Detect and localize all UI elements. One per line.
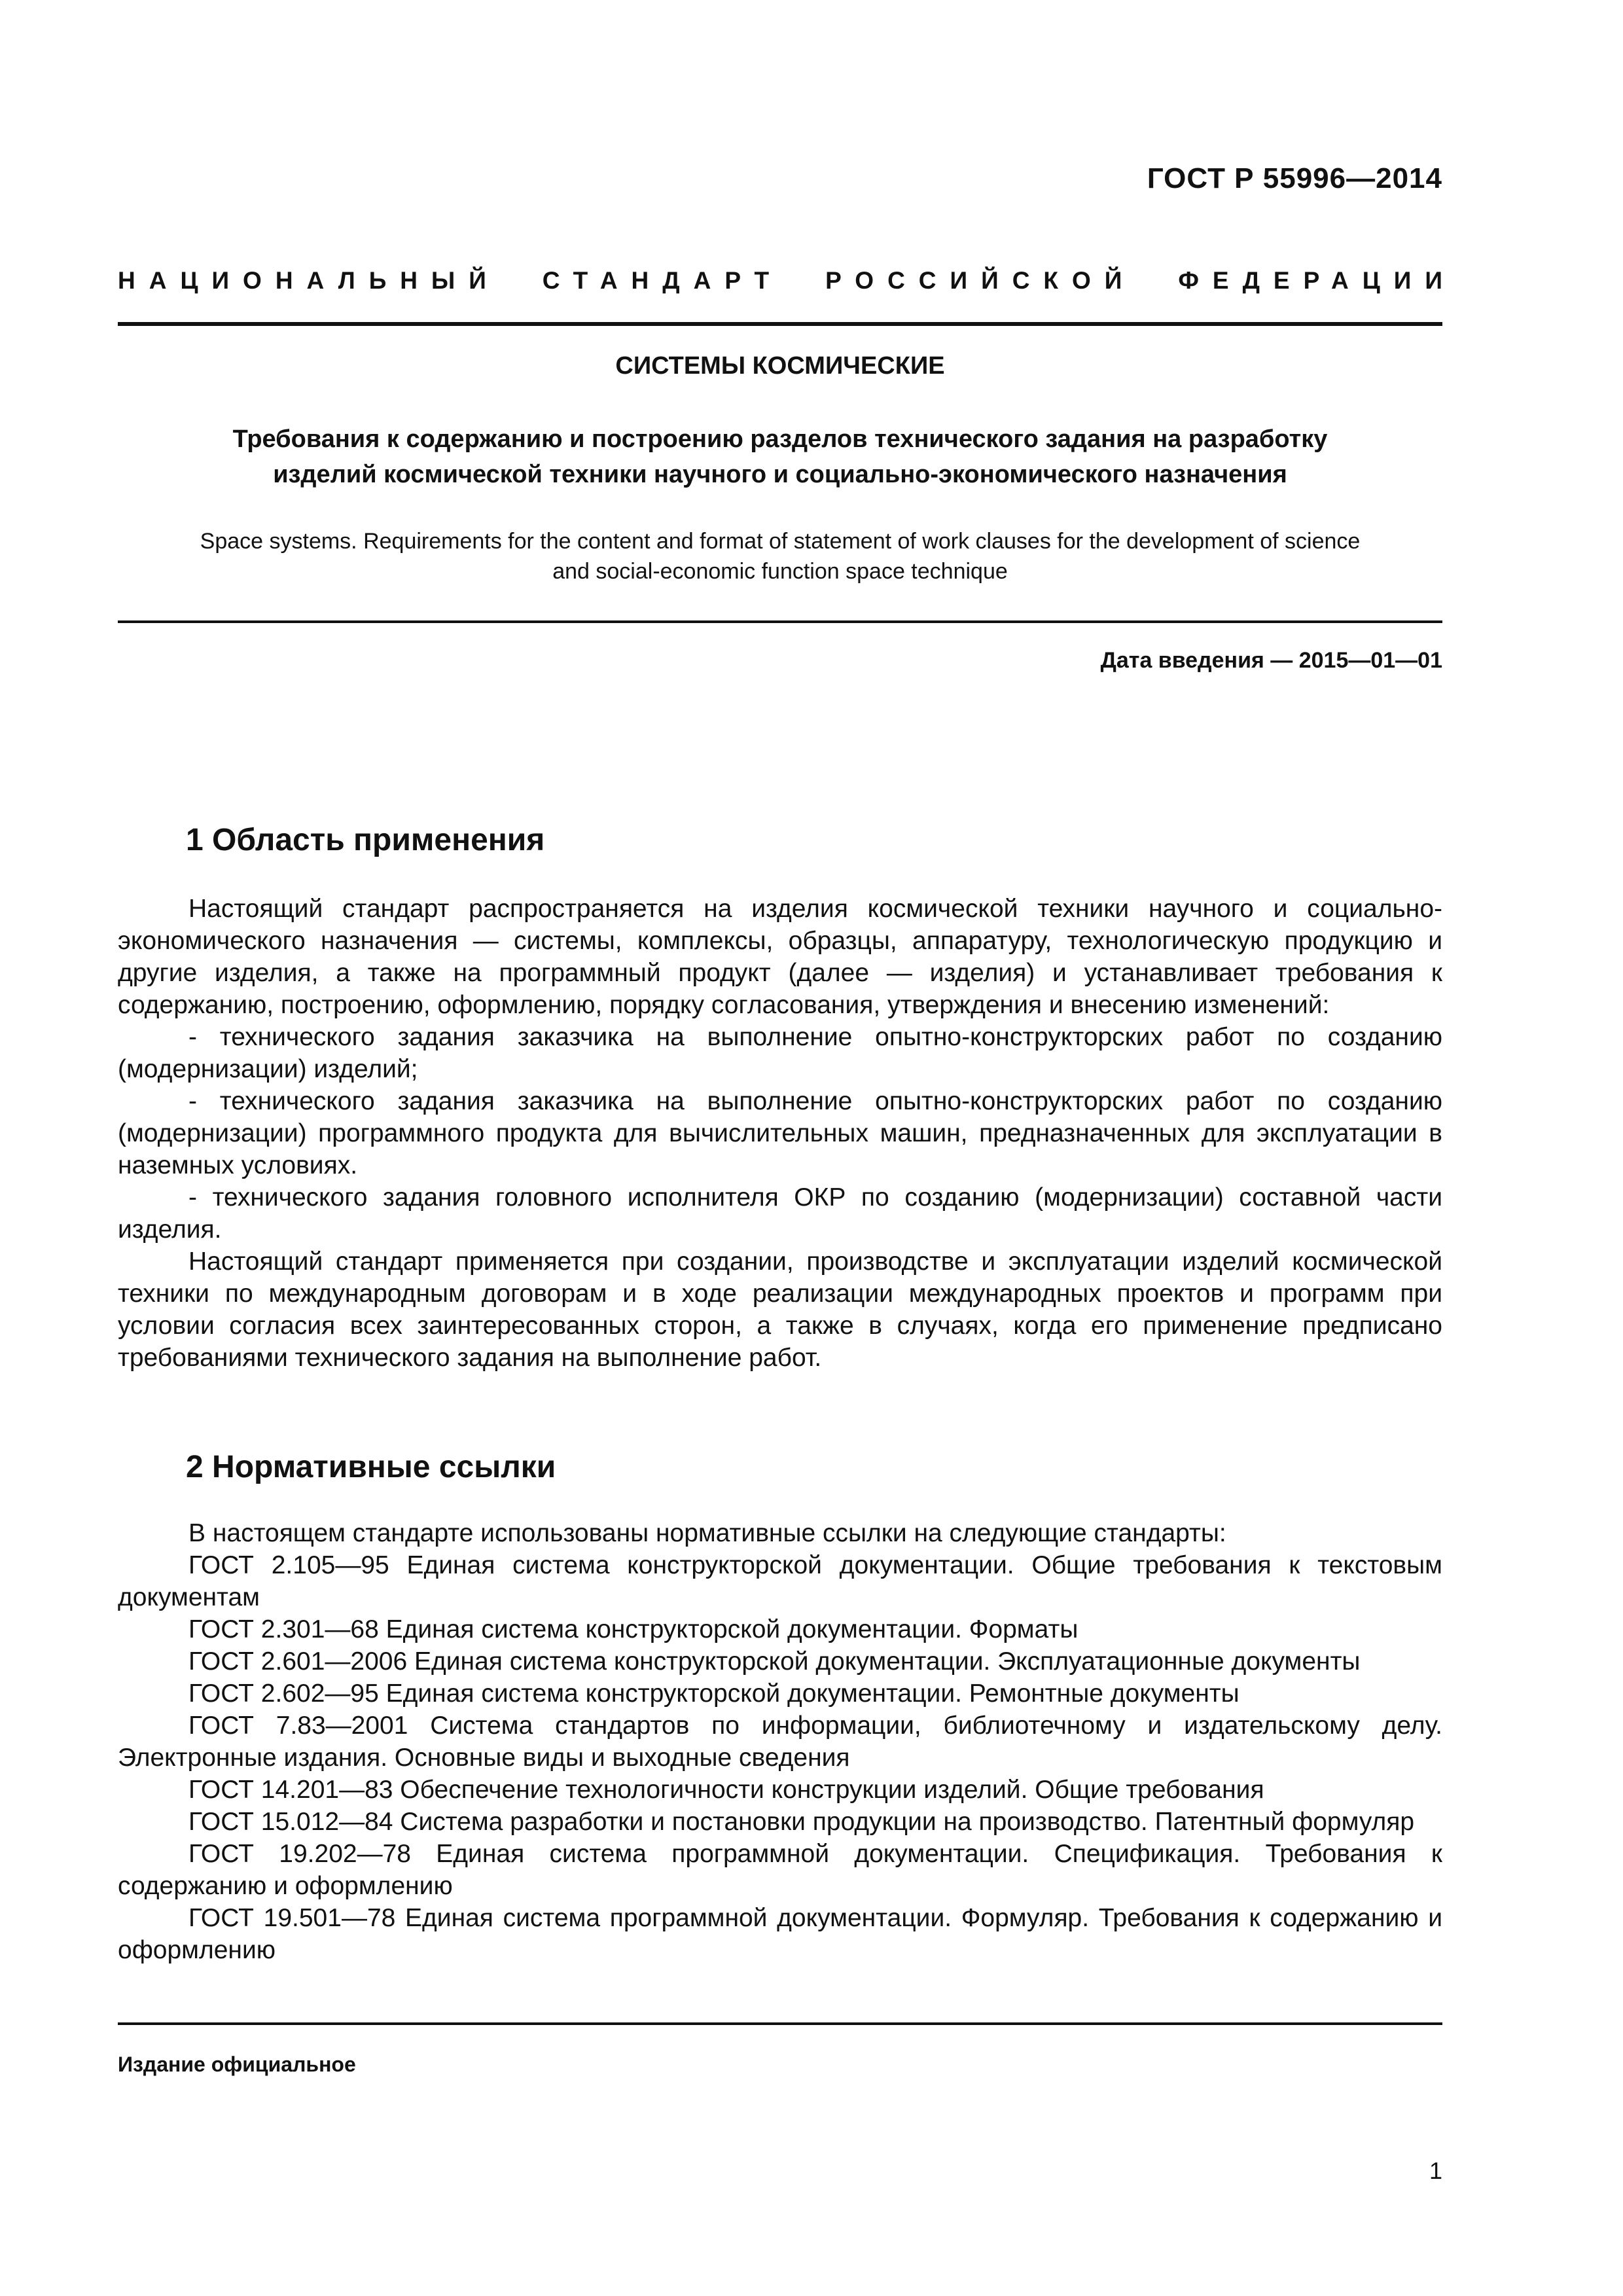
document-page xyxy=(118,0,1456,2296)
reference-item: ГОСТ 2.601—2006 Единая система конструкторской документации. Эксплуатационные документы xyxy=(188,1647,1361,1676)
banner-word: РОССИЙСКОЙ xyxy=(825,267,1136,294)
reference-item: ГОСТ 14.201—83 Обеспечение технологичности конструкции изделий. Общие требования xyxy=(188,1776,1264,1804)
section-1-heading: 1 Область применения xyxy=(186,823,545,857)
banner-word: СТАНДАРТ xyxy=(542,267,783,294)
english-title-line: Space systems. Requirements for the content and format of statement of work clauses for the development of science xyxy=(200,529,1361,554)
introduction-date: Дата введения — 2015—01—01 xyxy=(1100,648,1442,673)
list-item: - технического задания заказчика на выполнение опытно-конструкторских работ по созданию (модернизации) программного продукта для вычислительных машин, предназначенных для эксплуатации в наземных условиях. xyxy=(118,1087,1442,1179)
banner-word: НАЦИОНАЛЬНЫЙ xyxy=(118,267,500,294)
reference-item: ГОСТ 2.301—68 Единая система конструкторской документации. Форматы xyxy=(188,1615,1079,1643)
header-divider xyxy=(118,322,1442,326)
paragraph: Настоящий стандарт распространяется на изделия космической техники научного и социально-экономического назначения — системы, комплексы, образцы, аппаратуру, технологическую продукцию и другие изделия, а также на программный продукт (далее — изделия) и устанавливает требования к содержанию, построению, оформлению, порядку согласования, утверждения и внесению изменений: xyxy=(118,895,1442,1019)
paragraph: В настоящем стандарте использованы нормативные ссылки на следующие стандарты: xyxy=(188,1519,1226,1547)
english-title-line: and social-economic function space technique xyxy=(552,559,1008,584)
paragraph: Настоящий стандарт применяется при создании, производстве и эксплуатации изделий космической техники по международным договорам и в ходе реализации международных проектов и программ при условии согласия всех заинтересованных сторон, а также в случаях, когда его применение предписано требованиями технического задания на выполнение работ. xyxy=(118,1247,1442,1372)
banner-word: ФЕДЕРАЦИИ xyxy=(1178,267,1456,294)
title-divider xyxy=(118,620,1442,623)
page-number: 1 xyxy=(1429,2157,1442,2184)
reference-item: ГОСТ 19.501—78 Единая система программной документации. Формуляр. Требования к содержанию и оформлению xyxy=(118,1904,1442,1964)
section-2-body xyxy=(118,1517,1442,1966)
list-item: - технического задания заказчика на выполнение опытно-конструкторских работ по созданию (модернизации) изделий; xyxy=(118,1023,1442,1083)
edition-label: Издание официальное xyxy=(118,2053,356,2076)
national-standard-banner xyxy=(118,267,1456,295)
section-2-heading: 2 Нормативные ссылки xyxy=(186,1450,556,1484)
footer-divider xyxy=(118,2022,1442,2025)
document-title: СИСТЕМЫ КОСМИЧЕСКИЕ xyxy=(615,352,945,380)
reference-item: ГОСТ 19.202—78 Единая система программной документации. Спецификация. Требования к содержанию и оформлению xyxy=(118,1840,1442,1900)
section-1-body xyxy=(118,893,1442,1374)
reference-item: ГОСТ 2.105—95 Единая система конструкторской документации. Общие требования к текстовым документам xyxy=(118,1551,1442,1611)
reference-item: ГОСТ 2.602—95 Единая система конструкторской документации. Ремонтные документы xyxy=(188,1679,1240,1708)
english-title xyxy=(118,526,1442,586)
subtitle-line: Требования к содержанию и построению разделов технического задания на разработку xyxy=(232,425,1328,453)
subtitle-line: изделий космической техники научного и социально-экономического назначения xyxy=(273,461,1287,488)
document-subtitle xyxy=(118,422,1442,492)
list-item: - технического задания головного исполнителя ОКР по созданию (модернизации) составной части изделия. xyxy=(118,1183,1442,1244)
standard-code: ГОСТ Р 55996—2014 xyxy=(1147,162,1442,194)
reference-item: ГОСТ 7.83—2001 Система стандартов по информации, библиотечному и издательскому делу. Электронные издания. Основные виды и выходные сведения xyxy=(118,1712,1442,1772)
reference-item: ГОСТ 15.012—84 Система разработки и постановки продукции на производство. Патентный формуляр xyxy=(188,1808,1415,1836)
